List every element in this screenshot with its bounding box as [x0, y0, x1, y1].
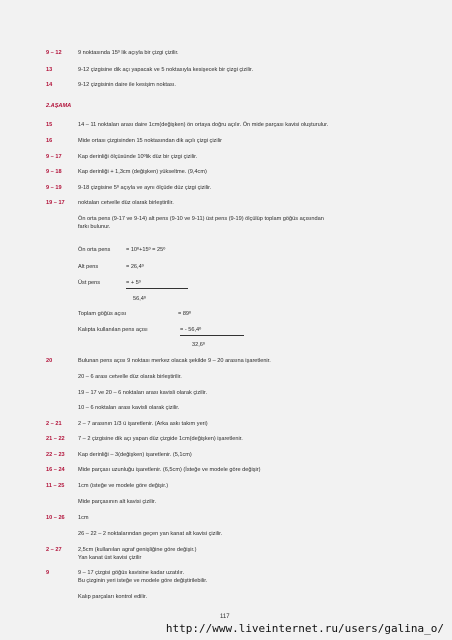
step-number: 21 – 22 — [46, 436, 65, 442]
step-number: 10 – 26 — [46, 515, 65, 521]
paragraph-text: farkı bulunur. — [78, 224, 111, 230]
step-number: 9 – 12 — [46, 50, 62, 56]
step-text: Mide ortası çizgisinden 15 noktasından dik açılı çizgi çizilir — [78, 138, 222, 144]
step-number: 20 — [46, 358, 53, 364]
step-text: Kap derinliği + 1,3cm (değişken) yükseltme. (9,4cm) — [78, 169, 207, 175]
step-text: Bulunan pens açısı 9 noktası merkez olacak şekilde 9 – 20 arasına işaretlenir. — [78, 358, 271, 364]
step-text: noktaları cetvelle düz olarak birleştirilir. — [78, 200, 174, 206]
calc-label: Kalıpta kullanılan pens açısı — [78, 327, 148, 333]
step-text: 9-12 çizgisinin daire ile kesişim noktası. — [78, 82, 176, 88]
step-number: 9 – 17 — [46, 154, 62, 160]
step-text: Kap derinliği – 3(değişken) işaretlenir. (5,1cm) — [78, 452, 192, 458]
step-text: 9-12 çizgisine dik açı yapacak ve 5 noktasıyla kesişecek bir çizgi çizilir. — [78, 67, 254, 73]
paragraph-text: 19 – 17 ve 20 – 6 noktaları arası kavisli olarak çizilir. — [78, 390, 208, 396]
step-number: 14 — [46, 82, 53, 88]
calc-value: = 26,4º — [126, 264, 144, 270]
step-number: 15 — [46, 122, 53, 128]
watermark-url: http://www.liveinternet.ru/users/galina_o/ — [165, 622, 444, 635]
step-number: 16 – 24 — [46, 467, 65, 473]
step-text: 2,5cm (kullanılan agraf genişliğine göre değişir.) — [78, 547, 197, 553]
calc-value: = - 56,4º — [180, 327, 202, 333]
paragraph-text: Ön orta pens (9-17 ve 9-14) alt pens (9-10 ve 9-11) üst pens (9-19) ölçülüp toplam göğüs açısından — [78, 216, 324, 222]
section-title: 2.AŞAMA — [46, 103, 72, 109]
calc-value: = 89º — [178, 311, 192, 317]
step-text: 9-18 çizgisine 5º açıyla ve aynı ölçüde düz çizgi çizilir. — [78, 185, 212, 191]
step-text: 1cm (isteğe ve modele göre değişir.) — [78, 483, 169, 489]
calc-result: 32,6º — [192, 342, 205, 348]
step-text: 9 noktasında 15º lik açıyla bir çizgi çizilir. — [78, 50, 179, 56]
step-text: Kap derinliği ölçüsünde 10ºlik düz bir çizgi çizilir. — [78, 154, 198, 160]
step-number: 13 — [46, 67, 53, 73]
step-number: 22 – 23 — [46, 452, 65, 458]
calc-label: Alt pens — [78, 264, 99, 270]
step-text: Mide parçası uzunluğu işaretlenir. (6,5cm) (İsteğe ve modele göre değişir) — [78, 467, 261, 473]
paragraph-text: 10 – 6 noktaları arası kavisli olarak çizilir. — [78, 405, 180, 411]
sum-underline — [126, 288, 188, 289]
step-number: 2 – 27 — [46, 547, 62, 553]
paragraph-text: Bu çizginin yeri isteğe ve modele göre değiştirilebilir. — [78, 578, 208, 584]
calc-label: Üst pens — [78, 280, 101, 286]
paragraph-text: Mide parçasının alt kavisi çizilir. — [78, 499, 157, 505]
calc-value: = 10º+15º = 25º — [126, 247, 166, 253]
step-text: 2 – 7 arasının 1/3 ü işaretlenir. (Arka askı takım yeri) — [78, 421, 208, 427]
calc-sum: 56,4º — [133, 296, 146, 302]
paragraph-text: 20 – 6 arası cetvelle düz olarak birleştirilir. — [78, 374, 182, 380]
result-underline — [180, 335, 244, 336]
step-text: 9 – 17 çizgisi göğüs kavisine kadar uzatılır. — [78, 570, 185, 576]
paragraph-text: Yan kanat üst kavisi çizilir — [78, 555, 142, 561]
page-number: 117 — [220, 614, 230, 620]
step-text: 14 – 11 noktaları arası daire 1cm(değişken) ön ortaya doğru açılır. Ön mide parçası kavisi oluşturulur. — [78, 122, 329, 128]
paragraph-text: Kalıp parçaları kontrol edilir. — [78, 594, 148, 600]
calc-label: Toplam göğüs açısı — [78, 311, 127, 317]
calc-label: Ön orta pens — [78, 247, 111, 253]
step-number: 9 – 19 — [46, 185, 62, 191]
step-text: 1cm — [78, 515, 89, 521]
step-number: 2 – 21 — [46, 421, 62, 427]
step-number: 19 – 17 — [46, 200, 65, 206]
calc-value: = + 5º — [126, 280, 141, 286]
step-number: 9 — [46, 570, 50, 576]
step-text: 7 – 2 çizgisine dik açı yapan düz çizgide 1cm(değişken) işaretlenir. — [78, 436, 243, 442]
step-number: 9 – 18 — [46, 169, 62, 175]
step-number: 16 — [46, 138, 53, 144]
step-number: 11 – 25 — [46, 483, 65, 489]
paragraph-text: 26 – 22 – 2 noktalarından geçen yan kanat alt kavisi çizilir. — [78, 531, 223, 537]
